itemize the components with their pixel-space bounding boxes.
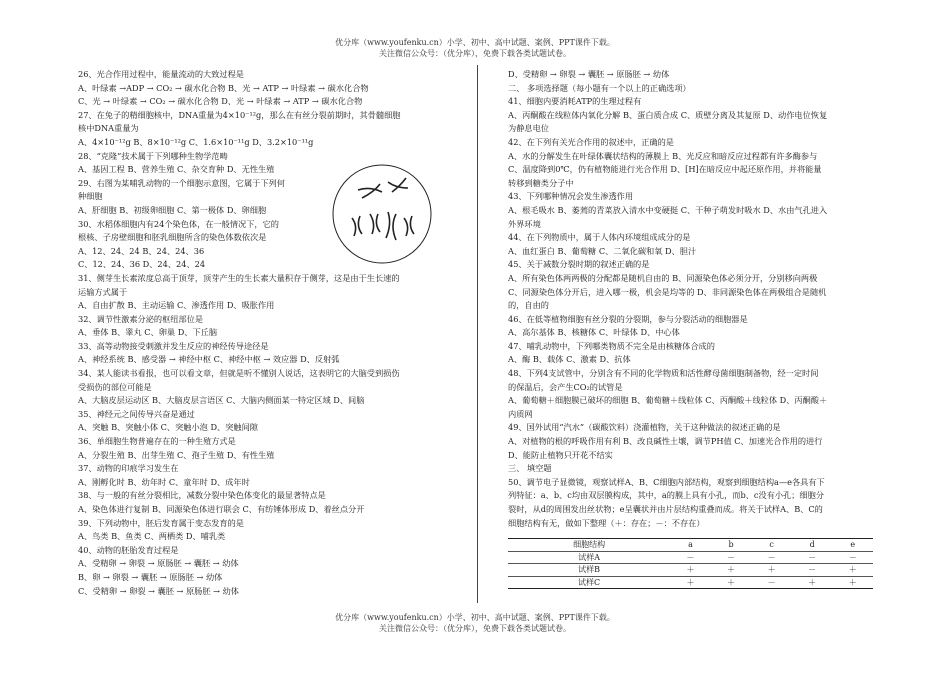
chromosome-11 <box>404 218 408 236</box>
table-cell: － <box>751 551 792 564</box>
text-line: 43、下列哪种情况会发生渗透作用 <box>508 191 634 202</box>
table-cell: ＋ <box>670 564 711 577</box>
text-line: D、受精卵 → 卵裂 → 囊胚 → 原肠胚 → 幼体 <box>508 69 670 79</box>
text-line: 受损伤的部位可能是 <box>78 381 152 392</box>
text-line: A、高尔基体 B、核糖体 C、叶绿体 D、中心体 <box>508 327 680 338</box>
table-cell: ＋ <box>711 576 752 589</box>
text-line: C、受精卵 → 卵裂 → 囊胚 → 原肠胚 → 幼体 <box>78 585 239 596</box>
chromosome-5 <box>352 218 356 236</box>
text-line: 26、光合作用过程中，能量流动的大致过程是 <box>78 69 244 79</box>
text-line: A、肝细胞 B、初级卵细胞 C、第一极体 D、卵细胞 <box>78 204 267 215</box>
text-line: A、对植物的根的呼吸作用有利 B、改良碱性土壤，调节PH值 C、加速光合作用的进行 <box>508 436 823 447</box>
text-line: A、12、24、24 B、24、24、36 <box>78 245 205 256</box>
text-line: 二、 多项选择题（每小题有一个以上的正确选项） <box>508 82 691 93</box>
chromosome-7 <box>370 214 374 234</box>
table-cell: 试样A <box>508 551 670 564</box>
text-line: 35、神经元之间传导兴奋是通过 <box>78 408 195 419</box>
text-line: D、能防止植物只开花不结实 <box>508 449 613 460</box>
text-line: 33、高等动物接受刺激并发生反应的神经传导途径是 <box>78 340 269 351</box>
text-line: B、卵 → 卵裂 → 囊胚 → 原肠胚 → 幼体 <box>78 571 223 582</box>
text-line: A、丙酮酸在线粒体内氧化分解 B、蛋白质合成 C、质壁分离及其复原 D、动作电位恢复 <box>508 109 828 120</box>
column-divider <box>477 65 478 603</box>
text-line: C、光 → 叶绿素 → CO₂ → 碳水化合物 D、光 → 叶绿素 → ATP → 碳水化合物 <box>78 96 363 107</box>
text-line: A、垂体 B、睾丸 C、卵巢 D、下丘脑 <box>78 327 218 338</box>
text-line: A、血红蛋白 B、葡萄糖 C、二氧化碳和氧 D、胆汁 <box>508 245 697 256</box>
table-header-cell: e <box>832 539 873 552</box>
chromosome-9 <box>386 212 390 238</box>
text-line: 42、在下列有关光合作用的叙述中，正确的是 <box>508 136 674 147</box>
text-line: 裂时，从d的周围发出丝状物；e呈囊状并由片层结构重叠而成。将关于试样A、B、C的 <box>508 504 823 514</box>
text-line: 48、下列4支试管中，分别含有不同的化学物质和活性酵母菌细胞制备物，经一定时间 <box>508 368 819 379</box>
text-line: 37、动物的印痕学习发生在 <box>78 463 179 474</box>
cell-diagram <box>330 162 434 266</box>
text-line: A、根毛吸水 B、萎蔫的青菜放入清水中变硬挺 C、干种子萌发时吸水 D、水由气孔进入 <box>508 204 828 215</box>
text-line: 28、“克隆”技术属于下列哪种生物学范畴 <box>78 150 228 161</box>
text-line: A、所有染色体两两极的分配都是随机自由的 B、同源染色体必须分开，分别移向两极 <box>508 272 818 283</box>
cell-membrane <box>333 165 431 263</box>
table-cell: ＋ <box>670 576 711 589</box>
text-line: 内质网 <box>508 408 533 419</box>
chromosome-10 <box>393 214 396 240</box>
chromosome-6 <box>358 216 362 234</box>
text-line: 39、下列动物中，胚后发育属于变态发育的是 <box>78 517 244 528</box>
text-line: 为静息电位 <box>508 123 549 134</box>
page-footer <box>0 612 950 634</box>
table-row <box>508 564 873 577</box>
text-line: 27、在兔子的精细胞核中，DNA重量为4×10⁻¹²g，那么在有丝分裂前期时，其骨髓细胞 <box>78 109 401 120</box>
text-line: 的，自由的 <box>508 300 549 311</box>
text-line: A、4×10⁻¹²g B、8×10⁻¹²g C、1.6×10⁻¹¹g D、3.2×10⁻¹¹g <box>78 136 314 147</box>
text-line: 根核、子房壁细胞和胚乳细胞所含的染色体数依次是 <box>78 232 267 243</box>
text-line: 列特征：a、b、c均由双层膜构成，其中，a的膜上具有小孔，而b、c没有小孔；细胞分 <box>508 490 824 501</box>
header-line-1: 优分库（www.youfenku.cn）小学、初中、高中试题、案例、PPT课件下载。 <box>335 38 615 47</box>
page-header <box>0 37 950 59</box>
table-header-cell: b <box>711 539 752 552</box>
text-line: A、染色体进行复制 B、同源染色体进行联会 C、有纺锤体形成 D、着丝点分开 <box>78 504 365 514</box>
text-line: 运输方式属于 <box>78 286 128 297</box>
table-cell: － <box>832 551 873 564</box>
text-line: A、大脑皮层运动区 B、大脑皮层言语区 C、大脑内侧面某一特定区域 D、间脑 <box>78 395 365 406</box>
text-line: A、基因工程 B、营养生殖 C、杂交育种 D、无性生殖 <box>78 164 275 175</box>
footer-line-1: 优分库（www.youfenku.cn）小学、初中、高中试题、案例、PPT课件下载。 <box>335 613 615 622</box>
text-line: 外界环境 <box>508 218 541 229</box>
text-line: 种细胞 <box>78 191 103 202</box>
text-line: C、同源染色体分开后，进入哪一极，机会是均等的 D、非同源染色体在两极组合是随机 <box>508 286 827 297</box>
text-line: 38、与一般的有丝分裂相比，减数分裂中染色体变化的最显著特点是 <box>78 490 326 501</box>
text-line: 44、在下列物质中，属于人体内环境组成成分的是 <box>508 232 691 243</box>
text-line: 转移到糖类分子中 <box>508 177 574 188</box>
text-line: A、叶绿素 →ADP → CO₂ → 碳水化合物 B、光 → ATP → 叶绿素 → 碳水化合物 <box>78 82 369 93</box>
table-cell: ＋ <box>832 564 873 577</box>
text-line: A、突触 B、突触小体 C、突触小泡 D、突触间隙 <box>78 422 258 433</box>
text-line: 30、水稻体细胞内有24个染色体，在一般情况下，它的 <box>78 218 279 229</box>
table-cell: － <box>711 551 752 564</box>
chromosome-12 <box>410 216 414 234</box>
table-cell: ＋ <box>832 576 873 589</box>
table-cell: ＋ <box>711 564 752 577</box>
table-row <box>508 551 873 564</box>
text-line: 核中DNA重量为 <box>78 123 139 134</box>
text-line: A、自由扩散 B、主动运输 C、渗透作用 D、吸胀作用 <box>78 300 275 311</box>
chromosome-8 <box>376 214 380 232</box>
chromosome-1 <box>358 188 382 192</box>
text-line: 的保温后，会产生CO₂的试管是 <box>508 381 623 392</box>
table-header-cell: c <box>751 539 792 552</box>
cell-structure-table <box>508 538 873 589</box>
text-line: C、12、24、36 D、24、24、24 <box>78 259 206 270</box>
header-line-2: 关注微信公众号：（优分库），免费下载各类试题试卷。 <box>379 49 571 58</box>
chromosome-2 <box>362 184 380 198</box>
table-row <box>508 576 873 589</box>
table-cell: － <box>670 551 711 564</box>
text-line: A、鸟类 B、鱼类 C、两栖类 D、哺乳类 <box>78 531 226 542</box>
text-line: 36、单细胞生物普遍存在的一种生殖方式是 <box>78 436 236 447</box>
text-line: 32、调节性激素分泌的枢纽部位是 <box>78 313 204 324</box>
table-cell: 试样B <box>508 564 670 577</box>
left-column <box>78 68 478 598</box>
table-header-row <box>508 539 873 552</box>
text-line: A、神经系统 B、感受器 → 神经中枢 C、神经中枢 → 效应器 D、反射弧 <box>78 354 340 365</box>
footer-line-2: 关注微信公众号：（优分库），免费下载各类试题试卷。 <box>379 624 571 633</box>
text-line: 47、哺乳动物中，下列哪类物质不完全是由核糖体合成的 <box>508 340 715 351</box>
text-line: C、温度降到0℃，仍有植物能进行光合作用 D、[H]在暗反应中起还原作用，并将能量 <box>508 164 822 175</box>
right-column <box>508 68 883 530</box>
text-line: 41、细胞内要消耗ATP的生理过程有 <box>508 96 642 107</box>
text-line: 50、调节电子显微镜，观察试样A、B、C细胞内部结构，观察到细胞结构a—e各具有下 <box>508 476 825 487</box>
text-line: 49、国外试用“汽水”（碳酸饮料）浇灌植物，关于这种做法的叙述正确的是 <box>508 422 781 433</box>
table-header-cell: a <box>670 539 711 552</box>
table-cell: － <box>792 551 833 564</box>
table-header-cell: 细胞结构 <box>508 539 670 552</box>
table-cell: 试样C <box>508 576 670 589</box>
table-cell: ＋ <box>792 576 833 589</box>
text-line: 细胞结构有无，做如下整理（＋：存在；－：不存在） <box>508 517 705 528</box>
text-line: A、酶 B、载体 C、激素 D、抗体 <box>508 354 631 365</box>
text-line: A、刚孵化时 B、幼年时 C、童年时 D、成年时 <box>78 476 250 487</box>
text-line: 31、侧芽生长素浓度总高于顶芽，顶芽产生的生长素大量积存于侧芽，这是由于生长速的 <box>78 272 400 283</box>
text-line: 46、在低等植物细胞有丝分裂的分裂期，参与分裂活动的细胞器是 <box>508 313 748 324</box>
text-line: 45、关于减数分裂时期的叙述正确的是 <box>508 259 650 270</box>
text-line: 三、 填空题 <box>508 463 552 474</box>
table-cell: － <box>751 576 792 589</box>
text-line: 40、动物的胚胎发育过程是 <box>78 544 179 555</box>
table-header-cell: d <box>792 539 833 552</box>
table-cell: － <box>792 564 833 577</box>
text-line: 34、某人能读书看报，也可以看文章，但就是听不懂别人说话，这表明它的大脑受到损伤 <box>78 368 400 379</box>
text-line: A、水的分解发生在叶绿体囊状结构的薄膜上 B、光反应和暗反应过程都有许多酶参与 <box>508 150 818 161</box>
text-line: A、受精卵 → 卵裂 → 原肠胚 → 囊胚 → 幼体 <box>78 558 239 569</box>
text-line: 29、右图为某哺乳动物的一个细胞示意图，它属于下列何 <box>78 177 285 188</box>
text-line: A、分裂生殖 B、出芽生殖 C、孢子生殖 D、有性生殖 <box>78 449 275 460</box>
text-line: A、葡萄糖＋细胞膜已破坏的细胞 B、葡萄糖＋线粒体 C、丙酮酸＋线粒体 D、丙酮酸＋ <box>508 395 828 406</box>
table-cell: ＋ <box>751 564 792 577</box>
